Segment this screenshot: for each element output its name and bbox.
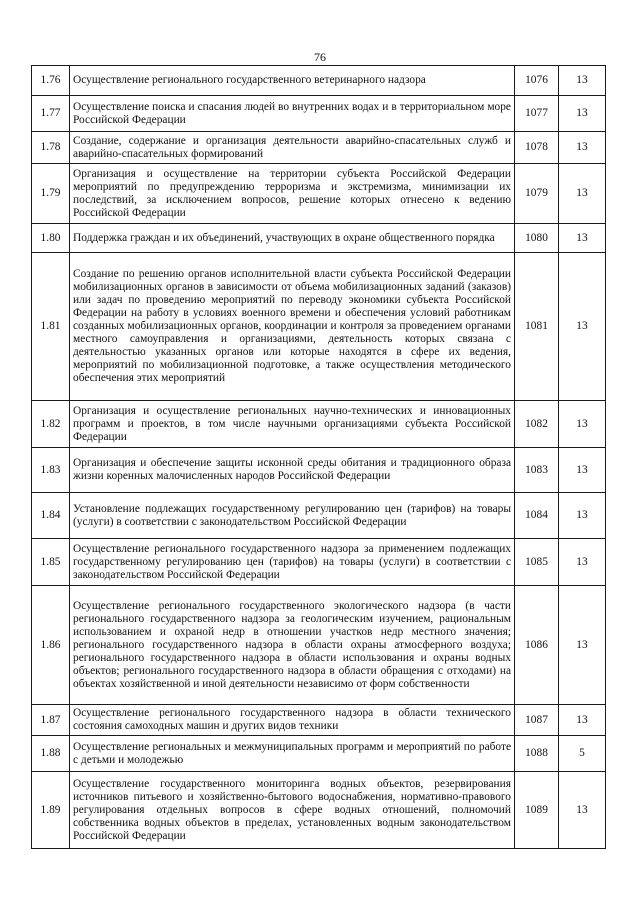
row-code: 1089 bbox=[515, 772, 559, 849]
row-page: 13 bbox=[559, 539, 606, 586]
codes-table-body bbox=[32, 66, 606, 849]
row-number: 1.84 bbox=[32, 493, 70, 539]
row-page: 13 bbox=[559, 132, 606, 164]
row-page: 13 bbox=[559, 401, 606, 448]
row-page: 13 bbox=[559, 164, 606, 224]
row-number: 1.83 bbox=[32, 448, 70, 493]
row-page: 13 bbox=[559, 772, 606, 849]
row-code: 1078 bbox=[515, 132, 559, 164]
row-number: 1.82 bbox=[32, 401, 70, 448]
row-code: 1081 bbox=[515, 253, 559, 401]
table-row bbox=[32, 96, 606, 132]
row-text: Организация и осуществление региональных научно-технических и инновационных программ и проектов, в том числе научными организациями субъекта Российской Федерации bbox=[70, 401, 515, 448]
row-page: 13 bbox=[559, 96, 606, 132]
table-row bbox=[32, 705, 606, 736]
table-row bbox=[32, 164, 606, 224]
row-page: 13 bbox=[559, 705, 606, 736]
row-number: 1.77 bbox=[32, 96, 70, 132]
row-text: Осуществление поиска и спасания людей во внутренних водах и в территориальном море Российской Федерации bbox=[70, 96, 515, 132]
row-code: 1088 bbox=[515, 736, 559, 772]
row-text: Установление подлежащих государственному регулированию цен (тарифов) на товары (услуги) в соответствии с законодательством Российской Федерации bbox=[70, 493, 515, 539]
row-number: 1.86 bbox=[32, 586, 70, 705]
row-number: 1.85 bbox=[32, 539, 70, 586]
row-number: 1.76 bbox=[32, 66, 70, 96]
row-number: 1.89 bbox=[32, 772, 70, 849]
row-text: Осуществление регионального государственного надзора в области технического состояния самоходных машин и других видов техники bbox=[70, 705, 515, 736]
row-number: 1.81 bbox=[32, 253, 70, 401]
table-row bbox=[32, 253, 606, 401]
row-number: 1.88 bbox=[32, 736, 70, 772]
table-row bbox=[32, 132, 606, 164]
row-code: 1077 bbox=[515, 96, 559, 132]
table-row bbox=[32, 539, 606, 586]
row-text: Организация и обеспечение защиты исконной среды обитания и традиционного образа жизни коренных малочисленных народов Российской Федерации bbox=[70, 448, 515, 493]
row-code: 1084 bbox=[515, 493, 559, 539]
row-text: Осуществление региональных и межмуниципальных программ и мероприятий по работе с детьми и молодежью bbox=[70, 736, 515, 772]
row-code: 1079 bbox=[515, 164, 559, 224]
table-row bbox=[32, 448, 606, 493]
table-row bbox=[32, 66, 606, 96]
row-code: 1085 bbox=[515, 539, 559, 586]
row-page: 5 bbox=[559, 736, 606, 772]
row-code: 1080 bbox=[515, 224, 559, 253]
row-code: 1086 bbox=[515, 586, 559, 705]
row-text: Поддержка граждан и их объединений, участвующих в охране общественного порядка bbox=[70, 224, 515, 253]
row-page: 13 bbox=[559, 253, 606, 401]
codes-table bbox=[31, 65, 606, 849]
row-text: Создание по решению органов исполнительной власти субъекта Российской Федерации мобилизационных органов в зависимости от объема мобилизационных заданий (заказов) или задач по проведению мероприятий по переводу экономики субъекта Российской Федерации на работу в условиях военного времени и обеспечения условий работникам созданных мобилизационных органов, координации и контроля за проведением органами местного самоуправления и организациями, деятельность которых связана с деятельностью указанных органов или которые находятся в сфере их ведения, мероприятий по мобилизационной подготовке, а также осуществления методического обеспечения этих мероприятий bbox=[70, 253, 515, 401]
row-page: 13 bbox=[559, 448, 606, 493]
table-row bbox=[32, 401, 606, 448]
page-number: 76 bbox=[314, 50, 326, 64]
row-text: Осуществление государственного мониторинга водных объектов, резервирования источников питьевого и хозяйственно-бытового водоснабжения, нормативно-правового регулирования отдельных вопросов в сфере водных отношений, полномочий собственника водных объектов в пределах, установленных водным законодательством Российской Федерации bbox=[70, 772, 515, 849]
row-number: 1.87 bbox=[32, 705, 70, 736]
row-text: Создание, содержание и организация деятельности аварийно-спасательных служб и аварийно-спасательных формирований bbox=[70, 132, 515, 164]
table-row bbox=[32, 493, 606, 539]
row-number: 1.80 bbox=[32, 224, 70, 253]
table-row bbox=[32, 586, 606, 705]
row-page: 13 bbox=[559, 224, 606, 253]
row-text: Осуществление регионального государственного экологического надзора (в части регионального государственного надзора за геологическим изучением, рациональным использованием и охраной недр в отношении участков недр местного значения; регионального государственного надзора в области охраны атмосферного воздуха; регионального государственного надзора в области использования и охраны водных объектов; регионального государственного надзора в области обращения с отходами) на объектах хозяйственной и иной деятельности независимо от форм собственности bbox=[70, 586, 515, 705]
row-code: 1087 bbox=[515, 705, 559, 736]
table-row bbox=[32, 736, 606, 772]
row-number: 1.79 bbox=[32, 164, 70, 224]
row-page: 13 bbox=[559, 586, 606, 705]
row-text: Осуществление регионального государственного надзора за применением подлежащих государственному регулированию цен (тарифов) на товары (услуги) в соответствии с законодательством Российской Федерации bbox=[70, 539, 515, 586]
table-row bbox=[32, 772, 606, 849]
table-row bbox=[32, 224, 606, 253]
row-text: Осуществление регионального государственного ветеринарного надзора bbox=[70, 66, 515, 96]
row-code: 1076 bbox=[515, 66, 559, 96]
row-number: 1.78 bbox=[32, 132, 70, 164]
row-code: 1082 bbox=[515, 401, 559, 448]
row-page: 13 bbox=[559, 66, 606, 96]
row-text: Организация и осуществление на территории субъекта Российской Федерации мероприятий по предупреждению терроризма и экстремизма, минимизации их последствий, за исключением вопросов, решение которых отнесено к ведению Российской Федерации bbox=[70, 164, 515, 224]
row-page: 13 bbox=[559, 493, 606, 539]
row-code: 1083 bbox=[515, 448, 559, 493]
